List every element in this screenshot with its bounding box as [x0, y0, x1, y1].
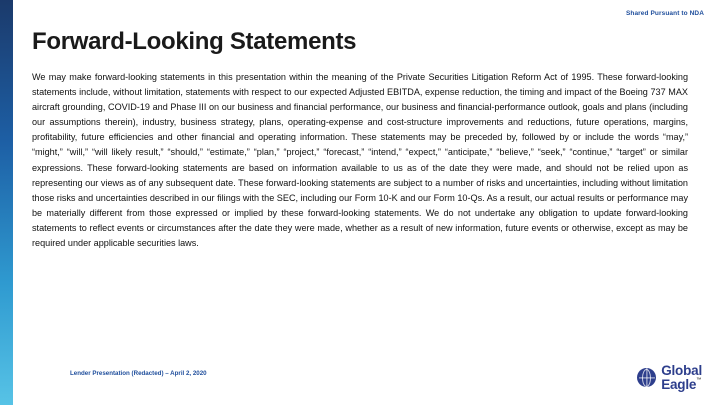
- globe-icon: [637, 368, 656, 387]
- logo-word-eagle: Eagle: [661, 376, 697, 392]
- left-accent-bar: [0, 0, 13, 405]
- disclaimer-body-text: We may make forward-looking statements in this presentation within the meaning of the Private Securities Litigation Reform Act of 1995. These forward-looking statements include, without limitation, statements with respect to our expected Adjusted EBITDA, expense reduction, the timing and impact of the Boeing 737 MAX aircraft grounding, COVID-19 and Phase III on our business and financial performance, our business and financial-performance outlook, goals and plans (including our assumptions therein), industry, business strategy, plans, operating-expense and cost-structure improvements and reductions, future operations, margins, profitability, future efficiencies and other financial and operating information. These statements may be preceded by, followed by or include the words “may,” “might,” “will,” “will likely result,” “should,” “estimate,” “plan,” “project,” “forecast,” “intend,” “expect,” “anticipate,” “believe,” “seek,” “continue,” “target” or similar expressions. These forward-looking statements are based on information available to us as of the date they were made, and should not be relied upon as representing our views as of any subsequent date. These forward-looking statements are subject to a number of risks and uncertainties, including without limitation those risks and uncertainties described in our filings with the SEC, including our Form 10-K and our Form 10-Qs. As a result, our actual results or performance may be materially different from those expressed or implied by these forward-looking statements. We do not undertake any obligation to update forward-looking statements to reflect events or circumstances after the date they were made, whether as a result of new information, future events or otherwise, except as may be required under applicable securities laws.: [32, 72, 688, 249]
- logo-wordmark: [661, 364, 702, 391]
- trademark-symbol: ™: [696, 376, 702, 383]
- logo-word-global: Global: [661, 363, 702, 378]
- footer-presentation-label: Lender Presentation (Redacted) – April 2, 2020: [70, 370, 207, 377]
- nda-notice: Shared Pursuant to NDA: [625, 10, 704, 17]
- company-logo: [637, 364, 702, 391]
- page-title: Forward-Looking Statements: [32, 28, 357, 55]
